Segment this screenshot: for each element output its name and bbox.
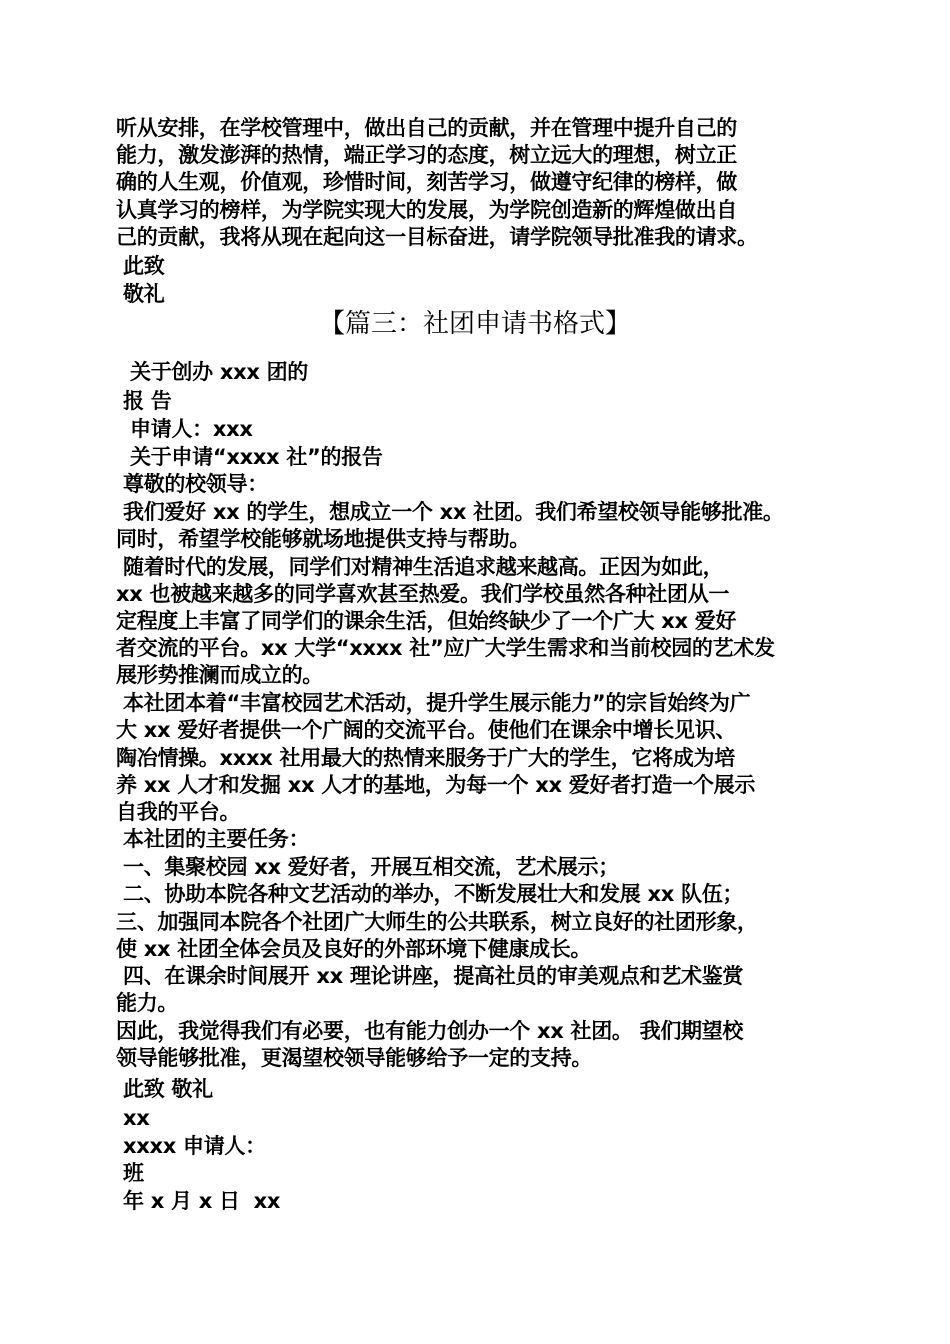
- text-line: 使 xx 社团全体会员及良好的外部环境下健康成长。: [116, 937, 592, 961]
- text-line: 本社团本着“丰富校园艺术活动，提升学生展示能力”的宗旨始终为广: [116, 691, 751, 715]
- text-line: 班: [116, 1161, 144, 1185]
- text-line: 者交流的平台。xx 大学“xxxx 社”应广大学生需求和当前校园的艺术发: [116, 636, 775, 660]
- text-line: 定程度上丰富了同学们的课余生活，但始终缺少了一个广大 xx 爱好: [116, 609, 737, 633]
- text-line: 敬礼: [116, 282, 165, 306]
- text-line: 领导能够批准，更渴望校领导能够给予一定的支持。: [116, 1046, 593, 1070]
- text-line: 确的人生观，价值观，珍惜时间，刻苦学习，做遵守纪律的榜样，做: [116, 170, 737, 194]
- text-line: xx: [116, 1106, 150, 1130]
- text-line: 展形势推澜而成立的。: [116, 663, 323, 687]
- text-line: 此致 敬礼: [116, 1077, 213, 1101]
- text-line: 能力。: [116, 991, 179, 1015]
- text-line: 随着时代的发展，同学们对精神生活追求越来越高。正因为如此，: [116, 555, 724, 579]
- text-line: 一、集聚校园 xx 爱好者，开展互相交流，艺术展示；: [116, 855, 619, 879]
- text-line: 此致: [116, 254, 165, 278]
- text-line: xx 也被越来越多的同学喜欢甚至热爱。我们学校虽然各种社团从一: [116, 582, 730, 606]
- text-line: 关于申请“xxxx 社”的报告: [116, 445, 383, 469]
- text-line: 我们爱好 xx 的学生，想成立一个 xx 社团。我们希望校领导能够批准。: [116, 500, 784, 524]
- text-line: 因此，我觉得我们有必要，也有能力创办一个 xx 社团。 我们期望校: [116, 1019, 744, 1043]
- text-line: xxxx 申请人：: [116, 1134, 266, 1158]
- text-line: 申请人：xxx: [116, 417, 253, 441]
- text-line: 同时，希望学校能够就场地提供支持与帮助。: [116, 527, 530, 551]
- text-line: 报 告: [116, 389, 172, 413]
- section-heading: 【篇三：社团申请书格式】: [318, 309, 631, 339]
- text-line: 养 xx 人才和发掘 xx 人才的基地，为每一个 xx 爱好者打造一个展示: [116, 773, 756, 797]
- text-line: 自我的平台。: [116, 800, 241, 824]
- text-line: 本社团的主要任务：: [116, 827, 310, 851]
- text-line: 陶冶情操。xxxx 社用最大的热情来服务于广大的学生，它将成为培: [116, 746, 735, 770]
- text-line: 年 x 月 x 日 xx: [116, 1189, 281, 1213]
- text-line: 三、加强同本院各个社团广大师生的公共联系，树立良好的社团形象，: [116, 910, 758, 934]
- text-line: 二、协助本院各种文艺活动的举办，不断发展壮大和发展 xx 队伍；: [116, 882, 744, 906]
- text-line: 关于创办 xxx 团的: [116, 360, 308, 384]
- text-line: 四、在课余时间展开 xx 理论讲座，提高社员的审美观点和艺术鉴赏: [116, 964, 744, 988]
- text-line: 认真学习的榜样，为学院实现大的发展，为学院创造新的辉煌做出自: [116, 198, 737, 222]
- text-line: 尊敬的校领导：: [116, 472, 268, 496]
- text-line: 能力，激发澎湃的热情，端正学习的态度，树立远大的理想，树立正: [116, 143, 737, 167]
- text-line: 大 xx 爱好者提供一个广阔的交流平台。使他们在课余中增长见识、: [116, 718, 737, 742]
- text-line: 己的贡献，我将从现在起向这一目标奋进，请学院领导批准我的请求。: [116, 225, 758, 249]
- text-line: 听从安排，在学校管理中，做出自己的贡献，并在管理中提升自己的: [116, 116, 737, 140]
